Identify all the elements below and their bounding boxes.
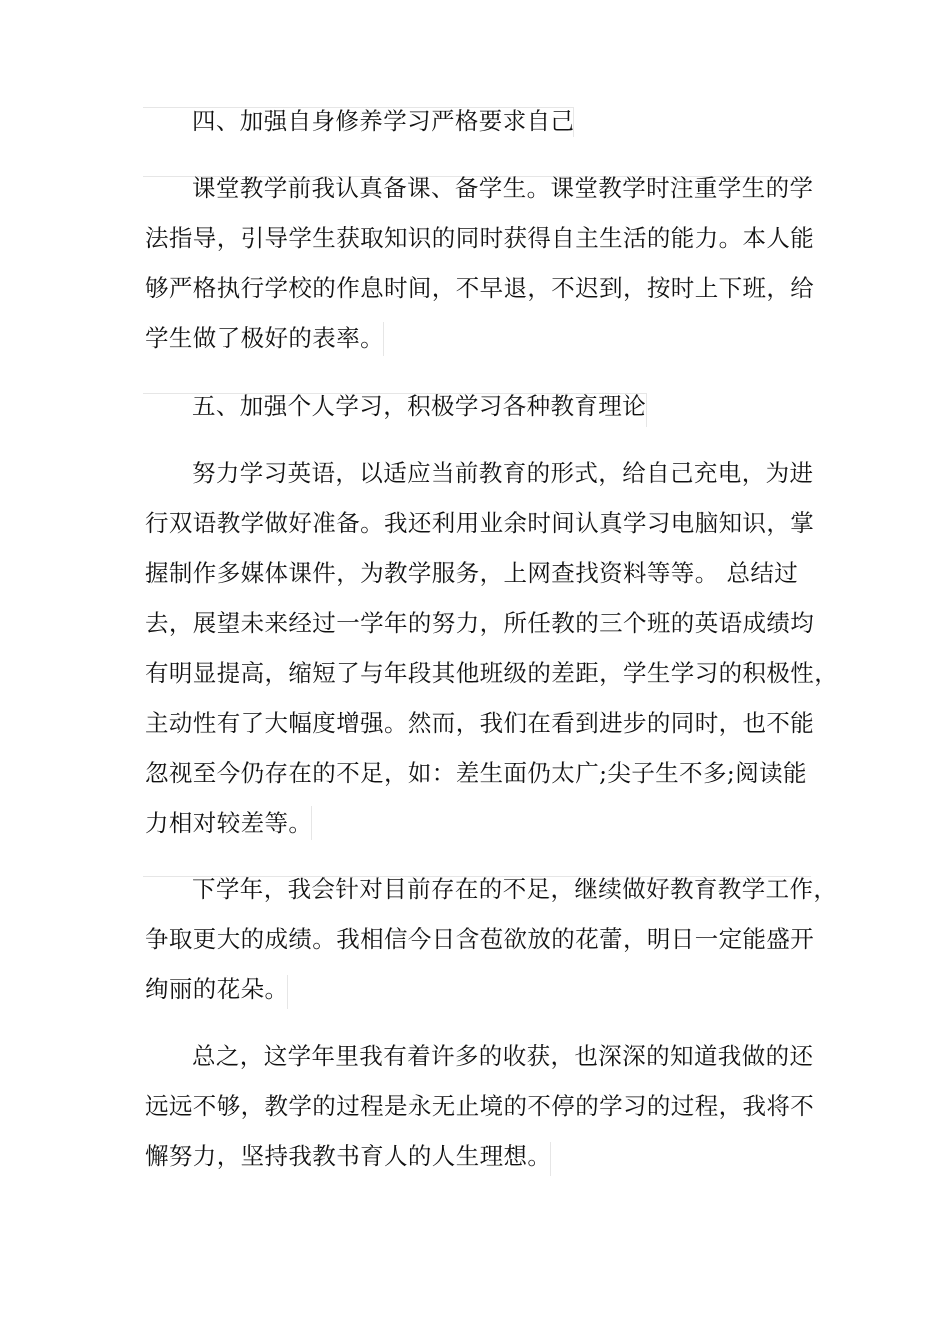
text-line: 努力学习英语，以适应当前教育的形式，给自己充电，为进 (192, 459, 814, 487)
text-line: 绚丽的花朵。 (145, 975, 289, 1003)
text-line: 懈努力，坚持我教书育人的人生理想。 (145, 1142, 552, 1170)
paragraph-summary (145, 1031, 813, 1181)
text-line: 远远不够，教学的过程是永无止境的不停的学习的过程，我将不 (145, 1092, 815, 1120)
text-line: 握制作多媒体课件，为教学服务，上网查找资料等等。 总结过 (145, 559, 799, 587)
text-line: 去，展望未来经过一学年的努力，所任教的三个班的英语成绩均 (145, 609, 815, 637)
frame-mark (311, 806, 312, 840)
text-line: 争取更大的成绩。我相信今日含苞欲放的花蕾，明日一定能盛开 (145, 925, 815, 953)
text-line: 总之，这学年里我有着许多的收获，也深深的知道我做的还 (192, 1042, 814, 1070)
section-heading-4 (145, 96, 813, 146)
paragraph-teaching (145, 163, 813, 363)
text-line: 力相对较差等。 (145, 809, 313, 837)
text-line: 够严格执行学校的作息时间，不早退，不迟到，按时上下班，给 (145, 274, 815, 302)
paragraph-study (145, 448, 839, 848)
text-line: 行双语教学做好准备。我还利用业余时间认真学习电脑知识，掌 (145, 509, 815, 537)
section-heading-5 (145, 381, 813, 431)
text-line: 下学年，我会针对目前存在的不足，继续做好教育教学工作， (192, 875, 838, 903)
text-line: 课堂教学前我认真备课、备学生。课堂教学时注重学生的学 (192, 174, 814, 202)
text-line: 学生做了极好的表率。 (145, 324, 384, 352)
text-line: 四、加强自身修养学习严格要求自己 (192, 107, 575, 135)
text-line: 忽视至今仍存在的不足，如：差生面仍太广;尖子生不多;阅读能 (145, 759, 807, 787)
text-line: 五、加强个人学习，积极学习各种教育理论 (192, 392, 647, 420)
text-line: 有明显提高，缩短了与年段其他班级的差距，学生学习的积极性， (145, 659, 839, 687)
text-line: 主动性有了大幅度增强。然而，我们在看到进步的同时，也不能 (145, 709, 815, 737)
paragraph-plan (145, 864, 838, 1014)
text-line: 法指导，引导学生获取知识的同时获得自主生活的能力。本人能 (145, 224, 815, 252)
